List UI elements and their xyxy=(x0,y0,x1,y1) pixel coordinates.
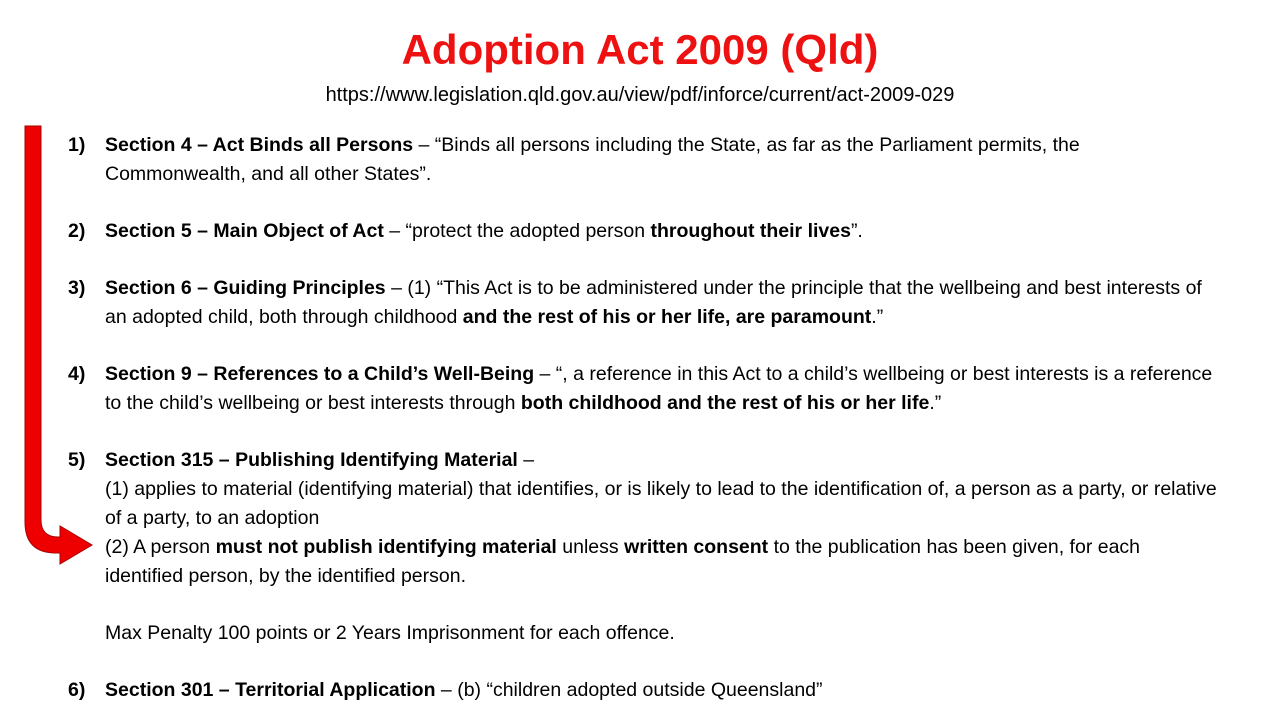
spacer xyxy=(68,648,1218,676)
list-item-section-5 xyxy=(68,217,1218,246)
item-text: – (1) “This Act is to be administered under the principle that the wellbeing and best interests of an adopted child, both through childhood xyxy=(105,277,1202,328)
item-text: – “, a reference in this Act to a child’s wellbeing or best interests is a reference to the child’s wellbeing or best interests through xyxy=(105,363,1213,414)
spacer xyxy=(68,246,1218,274)
item-number: 5) xyxy=(68,449,86,471)
item-number: 3) xyxy=(68,277,86,299)
subsection-2-text: (2) A person xyxy=(105,536,216,558)
spacer xyxy=(68,418,1218,446)
subsection-2 xyxy=(105,533,1218,591)
item-text: – xyxy=(517,449,535,471)
item-number: 1) xyxy=(68,134,86,156)
page-title: Adoption Act 2009 (Qld) xyxy=(401,26,879,73)
section-list xyxy=(68,131,1218,705)
list-item-section-315 xyxy=(68,446,1218,648)
list-item-section-6 xyxy=(68,274,1218,332)
item-heading: Section 9 – References to a Child’s Well-Being xyxy=(105,363,535,385)
item-tail: ”. xyxy=(850,220,863,242)
item-heading: Section 5 – Main Object of Act xyxy=(105,220,384,242)
list-item-section-9 xyxy=(68,360,1218,418)
source-url: https://www.legislation.qld.gov.au/view/pdf/inforce/current/act-2009-029 xyxy=(325,84,955,106)
spacer xyxy=(68,332,1218,360)
item-number: 4) xyxy=(68,363,86,385)
item-heading: Section 315 – Publishing Identifying Material xyxy=(105,449,518,471)
list-item-section-4 xyxy=(68,131,1218,189)
item-emphasis: and the rest of his or her life, are paramount xyxy=(462,306,872,328)
item-emphasis: throughout their lives xyxy=(650,220,851,242)
item-tail: .” xyxy=(871,306,884,328)
item-heading-line xyxy=(105,446,1218,475)
item-text: – (b) “children adopted outside Queensland” xyxy=(435,679,823,701)
spacer xyxy=(105,591,1218,619)
item-number: 2) xyxy=(68,220,86,242)
subsection-2-text: unless xyxy=(556,536,625,558)
item-text: – “protect the adopted person xyxy=(383,220,651,242)
subsection-1: (1) applies to material (identifying material) that identifies, or is likely to lead to the identification of, a person as a party, or relative of a party, to an adoption xyxy=(105,478,1217,529)
item-text: – “Binds all persons including the State, as far as the Parliament permits, the Commonwealth, and all other States”. xyxy=(105,134,1080,185)
item-heading: Section 301 – Territorial Application xyxy=(105,679,436,701)
item-heading: Section 4 – Act Binds all Persons xyxy=(105,134,414,156)
item-number: 6) xyxy=(68,679,86,701)
list-item-section-301 xyxy=(68,676,1218,705)
penalty-text: Max Penalty 100 points or 2 Years Imprisonment for each offence. xyxy=(105,622,675,644)
subsection-2-emphasis: written consent xyxy=(624,536,769,558)
item-heading: Section 6 – Guiding Principles xyxy=(105,277,386,299)
subsection-2-text: to the publication has been given, for each identified person, by the identified person. xyxy=(105,536,1141,587)
item-tail: .” xyxy=(929,392,942,414)
subsection-2-emphasis: must not publish identifying material xyxy=(215,536,557,558)
item-emphasis: both childhood and the rest of his or her life xyxy=(520,392,930,414)
spacer xyxy=(68,189,1218,217)
